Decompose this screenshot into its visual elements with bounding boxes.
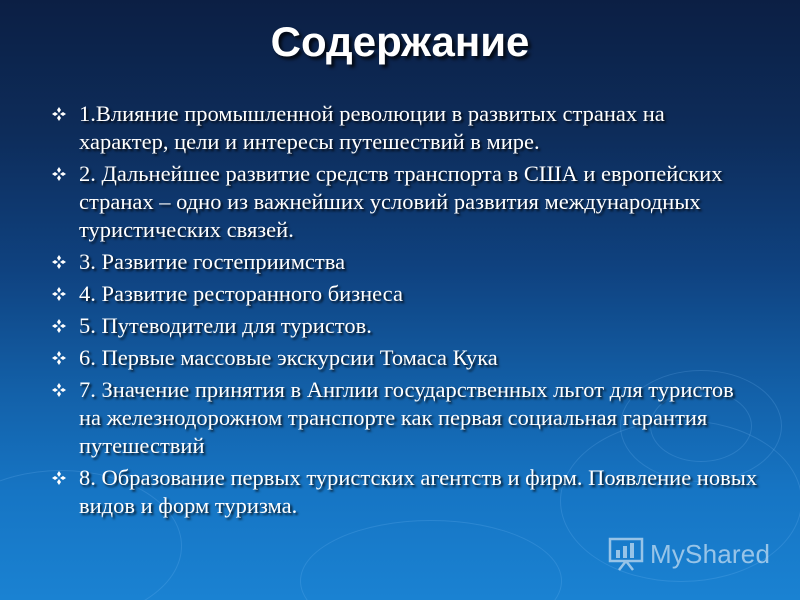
presentation-board-icon [608, 537, 644, 571]
list-item-text: 7. Значение принятия в Англии государственных льгот для туристов на железнодорожном транспорте как первая социальная гарантия путешествий [79, 377, 734, 458]
ripple-decoration [300, 520, 562, 600]
diamond-bullet-icon [52, 319, 66, 333]
diamond-bullet-icon [52, 255, 66, 269]
list-item [48, 464, 758, 520]
slide-title: Содержание [270, 18, 530, 65]
list-item [48, 160, 758, 244]
list-item-text: 4. Развитие ресторанного бизнеса [79, 281, 403, 306]
contents-list [48, 100, 758, 520]
watermark-text: MyShared [650, 538, 771, 569]
list-item [48, 376, 758, 460]
diamond-bullet-icon [52, 351, 66, 365]
diamond-bullet-icon [52, 471, 66, 485]
list-item-text: 2. Дальнейшее развитие средств транспорта в США и европейских странах – одно из важнейших условий развития международных туристических связей. [79, 161, 723, 242]
myshared-watermark [608, 535, 770, 573]
list-item-text: 5. Путеводители для туристов. [79, 313, 372, 338]
diamond-bullet-icon [52, 107, 66, 121]
list-item [48, 100, 758, 156]
diamond-bullet-icon [52, 167, 66, 181]
diamond-bullet-icon [52, 383, 66, 397]
list-item-text: 8. Образование первых туристских агентств и фирм. Появление новых видов и форм туризма. [79, 465, 758, 518]
list-item [48, 312, 758, 340]
diamond-bullet-icon [52, 287, 66, 301]
list-item-text: 6. Первые массовые экскурсии Томаса Кука [79, 345, 498, 370]
list-item [48, 344, 758, 372]
list-item [48, 280, 758, 308]
list-item [48, 248, 758, 276]
list-item-text: 1.Влияние промышленной революции в развитых странах на характер, цели и интересы путешествий в мире. [79, 101, 665, 154]
list-item-text: 3. Развитие гостеприимства [79, 249, 346, 274]
